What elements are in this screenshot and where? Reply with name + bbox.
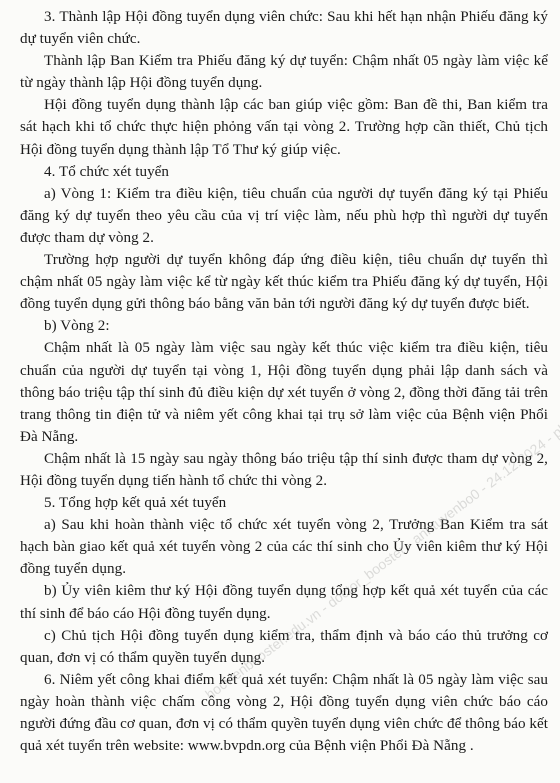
paragraph-round-1-ineligible: Trường hợp người dự tuyển không đáp ứng điều kiện, tiêu chuẩn dự tuyển thì chậm nhất 05 ngày làm việc kể từ ngày kết thúc kiểm tra Phiếu đăng ký dự tuyển, Hội đồng tuyển dụng gửi thông báo bằng văn bản tới người đăng ký dự tuyển được biết.	[20, 252, 548, 313]
heading-5-summarize-results: 5. Tổng hợp kết quả xét tuyển	[44, 495, 227, 512]
paragraph-round-1: a) Vòng 1: Kiểm tra điều kiện, tiêu chuẩn của người dự tuyển đăng ký tại Phiếu đăng ký dự tuyển theo yêu cầu của vị trí việc làm, nếu phù hợp thì người dự tuyển được tham dự vòng 2.	[20, 185, 548, 246]
paragraph-support-boards: Hội đồng tuyển dụng thành lập các ban giúp việc gồm: Ban đề thi, Ban kiểm tra sát hạch khi tổ chức thực hiện phỏng vấn tại vòng 2. Trường hợp cần thiết, Chủ tịch Hội đồng tuyển dụng thành lập Tổ Thư ký giúp việc.	[20, 97, 548, 158]
paragraph-inspection-board: Thành lập Ban Kiểm tra Phiếu đăng ký dự tuyển: Chậm nhất 05 ngày làm việc kể từ ngày thành lập Hội đồng tuyển dụng.	[20, 53, 548, 92]
paragraph-round-2-list: Chậm nhất là 05 ngày làm việc sau ngày kết thúc việc kiểm tra điều kiện, tiêu chuẩn của người dự tuyển tại vòng 1, Hội đồng tuyển dụng phải lập danh sách và thông báo triệu tập thí sinh đủ điều kiện dự xét tuyển ở vòng 2, đồng thời đăng tải trên trang thông tin điện tử và niêm yết công khai tại trụ sở làm việc của Bệnh viện Phổi Đà Nẵng.	[20, 340, 548, 445]
paragraph-round-2-exam: Chậm nhất là 15 ngày sau ngày thông báo triệu tập thí sinh được tham dự vòng 2, Hội đồng tuyển dụng tiến hành tổ chức thi vòng 2.	[20, 450, 548, 489]
heading-4-organize-selection: 4. Tổ chức xét tuyển	[44, 163, 170, 180]
paragraph-3-establish-council: 3. Thành lập Hội đồng tuyển dụng viên chức: Sau khi hết hạn nhận Phiếu đăng ký dự tuyển viên chức.	[20, 9, 548, 48]
paragraph-5c-report: c) Chủ tịch Hội đồng tuyển dụng kiểm tra, thẩm định và báo cáo thủ trưởng cơ quan, đơn vị có thẩm quyền tuyển dụng.	[20, 627, 548, 666]
paragraph-6-publish-results: 6. Niêm yết công khai điểm kết quả xét tuyển: Chậm nhất là 05 ngày làm việc sau ngày hoàn thành việc chấm công vòng 2, Hội đồng tuyển dụng viên chức báo cáo người đứng đầu cơ quan, đơn vị có thẩm quyền tuyển dụng viên chức để thông báo kết quả xét tuyển trên website: www.bvpdn.org của Bệnh viện Phổi Đà Nẵng .	[20, 671, 548, 755]
heading-round-2: b) Vòng 2:	[44, 318, 110, 335]
paragraph-5b-summarize: b) Ủy viên kiêm thư ký Hội đồng tuyển dụng tổng hợp kết quả xét tuyển của các thí sinh để báo cáo Hội đồng tuyển dụng.	[20, 583, 548, 622]
paragraph-5a-handover: a) Sau khi hoàn thành việc tổ chức xét tuyển vòng 2, Trưởng Ban Kiểm tra sát hạch bàn giao kết quả xét tuyển vòng 2 của các thí sinh cho Ủy viên kiêm thư ký Hội đồng tuyển dụng.	[20, 517, 548, 578]
